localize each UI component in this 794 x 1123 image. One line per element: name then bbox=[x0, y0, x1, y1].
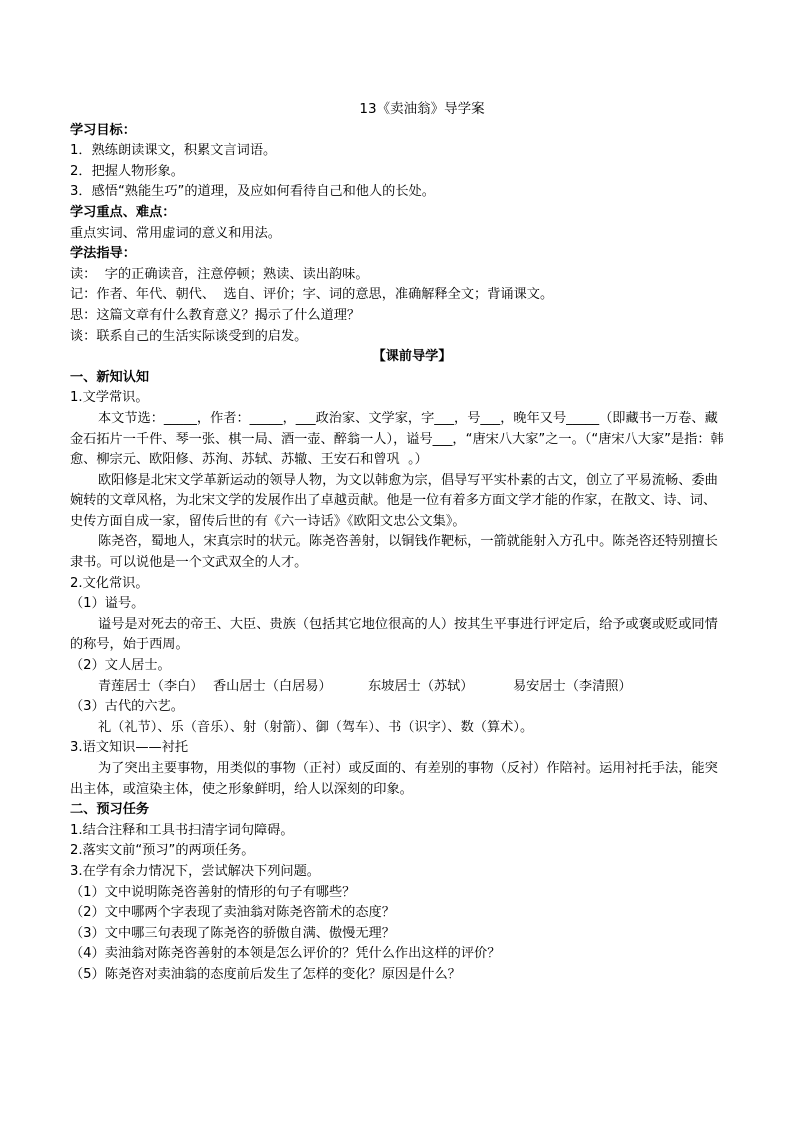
key-heading: 学习重点、难点： bbox=[70, 204, 176, 220]
s1-sub2-items bbox=[70, 677, 724, 698]
s1-sub1-text: 谥号是对死去的帝王、大臣、贵族（包括其它地位很高的人）按其生平事进行评定后，给予或褒或贬或同情的称号，始于西周。 bbox=[70, 616, 718, 653]
question-2: （2）文中哪两个字表现了卖油翁对陈尧咨箭术的态度？ bbox=[70, 905, 395, 921]
jushi-item: 易安居士（李清照） bbox=[513, 678, 632, 694]
jushi-item: 青莲居士（李白） bbox=[98, 678, 204, 694]
s1-sub1: （1）谥号。 bbox=[70, 596, 145, 612]
method-read: 读： 字的正确读音，注意停顿；熟读、读出韵味。 bbox=[70, 266, 369, 282]
s2-item-2: 2.落实文前“预习”的两项任务。 bbox=[70, 843, 255, 859]
section2-heading: 二、预习任务 bbox=[70, 802, 150, 818]
s1-item3: 3.语文知识——衬托 bbox=[70, 740, 189, 756]
method-think: 思：这篇文章有什么教育意义？揭示了什么道理？ bbox=[70, 307, 361, 323]
objectives-heading: 学习目标： bbox=[70, 122, 136, 138]
s1-sub2: （2）文人居士。 bbox=[70, 658, 171, 674]
doc-title: 13《卖油翁》导学案 bbox=[359, 101, 485, 117]
objective-3: 3．感悟“熟能生巧”的道理，及应如何看待自己和他人的长处。 bbox=[70, 184, 435, 200]
preclass-heading: 【课前导学】 bbox=[372, 349, 452, 365]
document-page bbox=[70, 99, 724, 986]
key-text: 重点实词、常用虚词的意义和用法。 bbox=[70, 225, 281, 241]
s1-para2: 欧阳修是北宋文学革新运动的领导人物，为文以韩愈为宗，倡导写平实朴素的古文，创立了平易流畅、委曲婉转的文章风格，为北宋文学的发展作出了卓越贡献。他是一位有着多方面文学才能的作家，在散文、诗、词、史传方面自成一家，留传后世的有《六一诗话》《欧阳文忠公文集》。 bbox=[70, 472, 718, 529]
s1-sub3: （3）古代的六艺。 bbox=[70, 699, 184, 715]
jushi-item: 香山居士（白居易） bbox=[213, 678, 332, 694]
method-discuss: 谈：联系自己的生活实际谈受到的启发。 bbox=[70, 328, 308, 344]
objective-1: 1．熟练朗读课文，积累文言词语。 bbox=[70, 143, 277, 159]
s1-para3: 陈尧咨，蜀地人，宋真宗时的状元。陈尧咨善射，以铜钱作靶标，一箭就能射入方孔中。陈尧咨还特别擅长隶书。可以说他是一个文武双全的人才。 bbox=[70, 534, 718, 571]
s1-sub3-text: 礼（礼节）、乐（音乐）、射（射箭）、御（驾车）、书（识字）、数（算术）。 bbox=[98, 719, 534, 735]
s2-item-3: 3.在学有余力情况下，尝试解决下列问题。 bbox=[70, 863, 320, 879]
section1-heading: 一、新知认知 bbox=[70, 369, 150, 385]
s2-item-1: 1.结合注释和工具书扫清字词句障碍。 bbox=[70, 822, 294, 838]
s1-item1: 1.文学常识。 bbox=[70, 390, 149, 406]
s1-item3-text: 为了突出主要事物，用类似的事物（正衬）或反面的、有差别的事物（反衬）作陪衬。运用衬托手法，能突出主体，或渲染主体，使之形象鲜明，给人以深刻的印象。 bbox=[70, 761, 718, 797]
question-4: （4）卖油翁对陈尧咨善射的本领是怎么评价的？凭什么作出这样的评价？ bbox=[70, 946, 501, 962]
s1-para1: 本文节选：_____，作者：_____，___政治家、文学家，字___，号___，晚年又号_____（即藏书一万卷、藏金石拓片一千件、琴一张、棋一局、酒一壶、醉翁一人），谥号___，“唐宋八大家”之一。（“唐宋八大家”是指：韩愈、柳宗元、欧阳修、苏洵、苏轼、苏辙、王安石和曾巩 。） bbox=[70, 410, 724, 468]
method-remember: 记：作者、年代、朝代、 选自、评价；字、词的意思，准确解释全文；背诵课文。 bbox=[70, 287, 554, 303]
question-3: （3）文中哪三句表现了陈尧咨的骄傲自满、傲慢无理？ bbox=[70, 925, 395, 941]
method-heading: 学法指导： bbox=[70, 246, 136, 262]
objective-2: 2．把握人物形象。 bbox=[70, 163, 184, 179]
question-5: （5）陈尧咨对卖油翁的态度前后发生了怎样的变化？原因是什么？ bbox=[70, 966, 461, 982]
question-1: （1）文中说明陈尧咨善射的情形的句子有哪些？ bbox=[70, 884, 356, 900]
jushi-item: 东坡居士（苏轼） bbox=[368, 678, 474, 694]
s1-item2: 2.文化常识。 bbox=[70, 575, 149, 591]
